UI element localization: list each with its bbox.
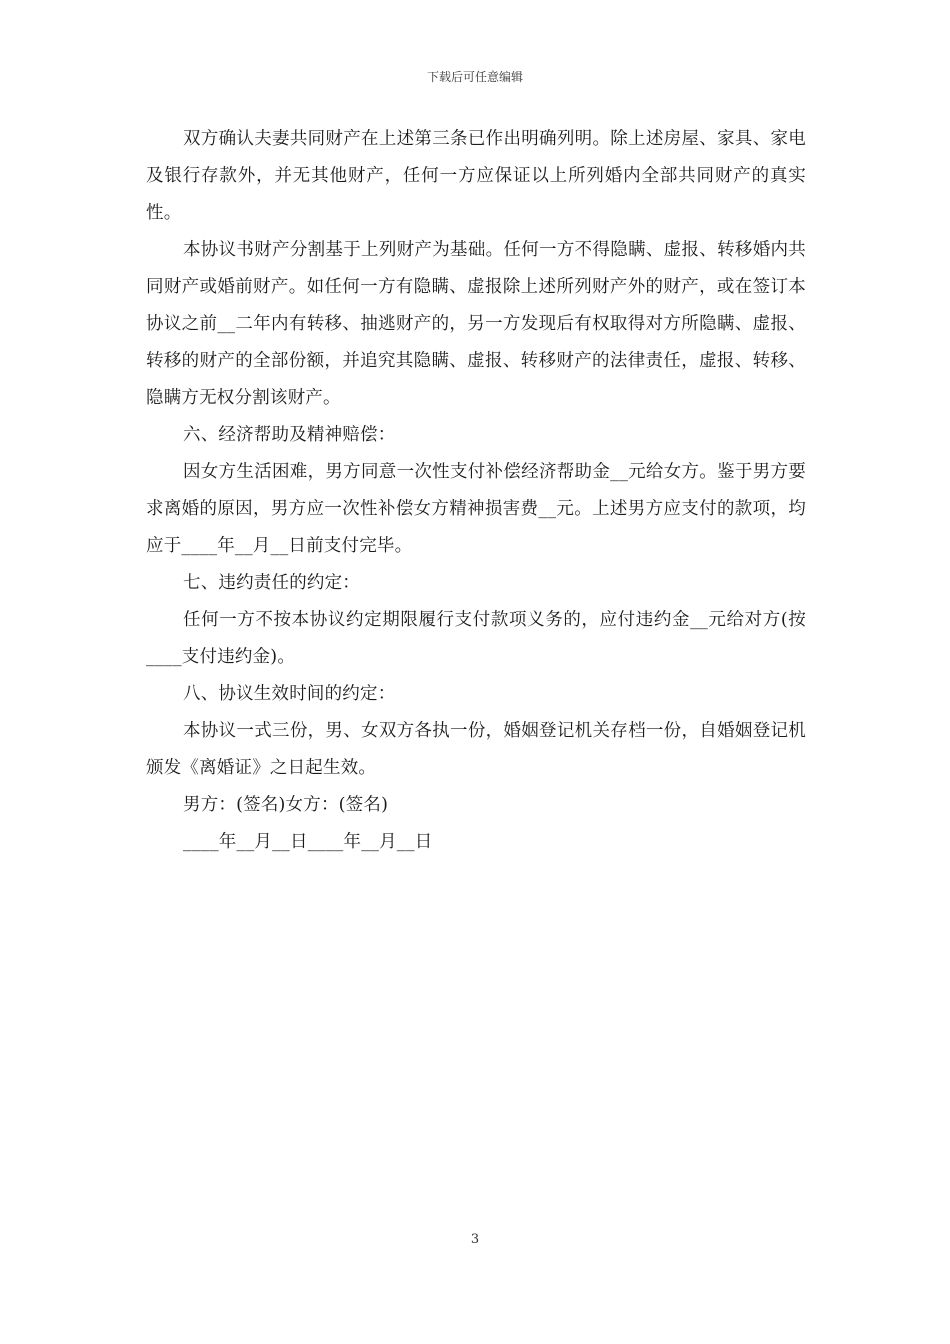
section-heading-breach: 七、违约责任的约定： [183, 573, 360, 593]
paragraph-economic-help: 因女方生活困难，男方同意一次性支付补偿经济帮助金__元给女方。鉴于男方要求离婚的原因，男方应一次性补偿女方精神损害费__元。上述男方应支付的款项，均应于____年__月__日前支付完毕。 [146, 462, 806, 556]
date-line: ____年__月__日____年__月__日 [183, 832, 433, 852]
page-number: 3 [470, 1232, 480, 1247]
signature-line: 男方：(签名)女方：(签名) [183, 795, 389, 815]
page-header: 下载后可任意编辑 [426, 70, 523, 84]
paragraph-property-confirmation: 双方确认夫妻共同财产在上述第三条已作出明确列明。除上述房屋、家具、家电及银行存款外，并无其他财产，任何一方应保证以上所列婚内全部共同财产的真实性。 [146, 129, 806, 223]
section-heading-effective-time: 八、协议生效时间的约定： [183, 684, 396, 704]
document-body [146, 121, 806, 861]
paragraph-property-division: 本协议书财产分割基于上列财产为基础。任何一方不得隐瞒、虚报、转移婚内共同财产或婚前财产。如任何一方有隐瞒、虚报除上述所列财产外的财产，或在签订本协议之前__二年内有转移、抽逃财产的，另一方发现后有权取得对方所隐瞒、虚报、转移的财产的全部份额，并追究其隐瞒、虚报、转移财产的法律责任，虚报、转移、隐瞒方无权分割该财产。 [146, 240, 806, 408]
section-heading-economic-help: 六、经济帮助及精神赔偿： [183, 425, 396, 445]
paragraph-breach: 任何一方不按本协议约定期限履行支付款项义务的，应付违约金__元给对方(按____支付违约金)。 [146, 610, 806, 667]
paragraph-effective-time: 本协议一式三份，男、女双方各执一份，婚姻登记机关存档一份，自婚姻登记机颁发《离婚证》之日起生效。 [146, 721, 806, 778]
